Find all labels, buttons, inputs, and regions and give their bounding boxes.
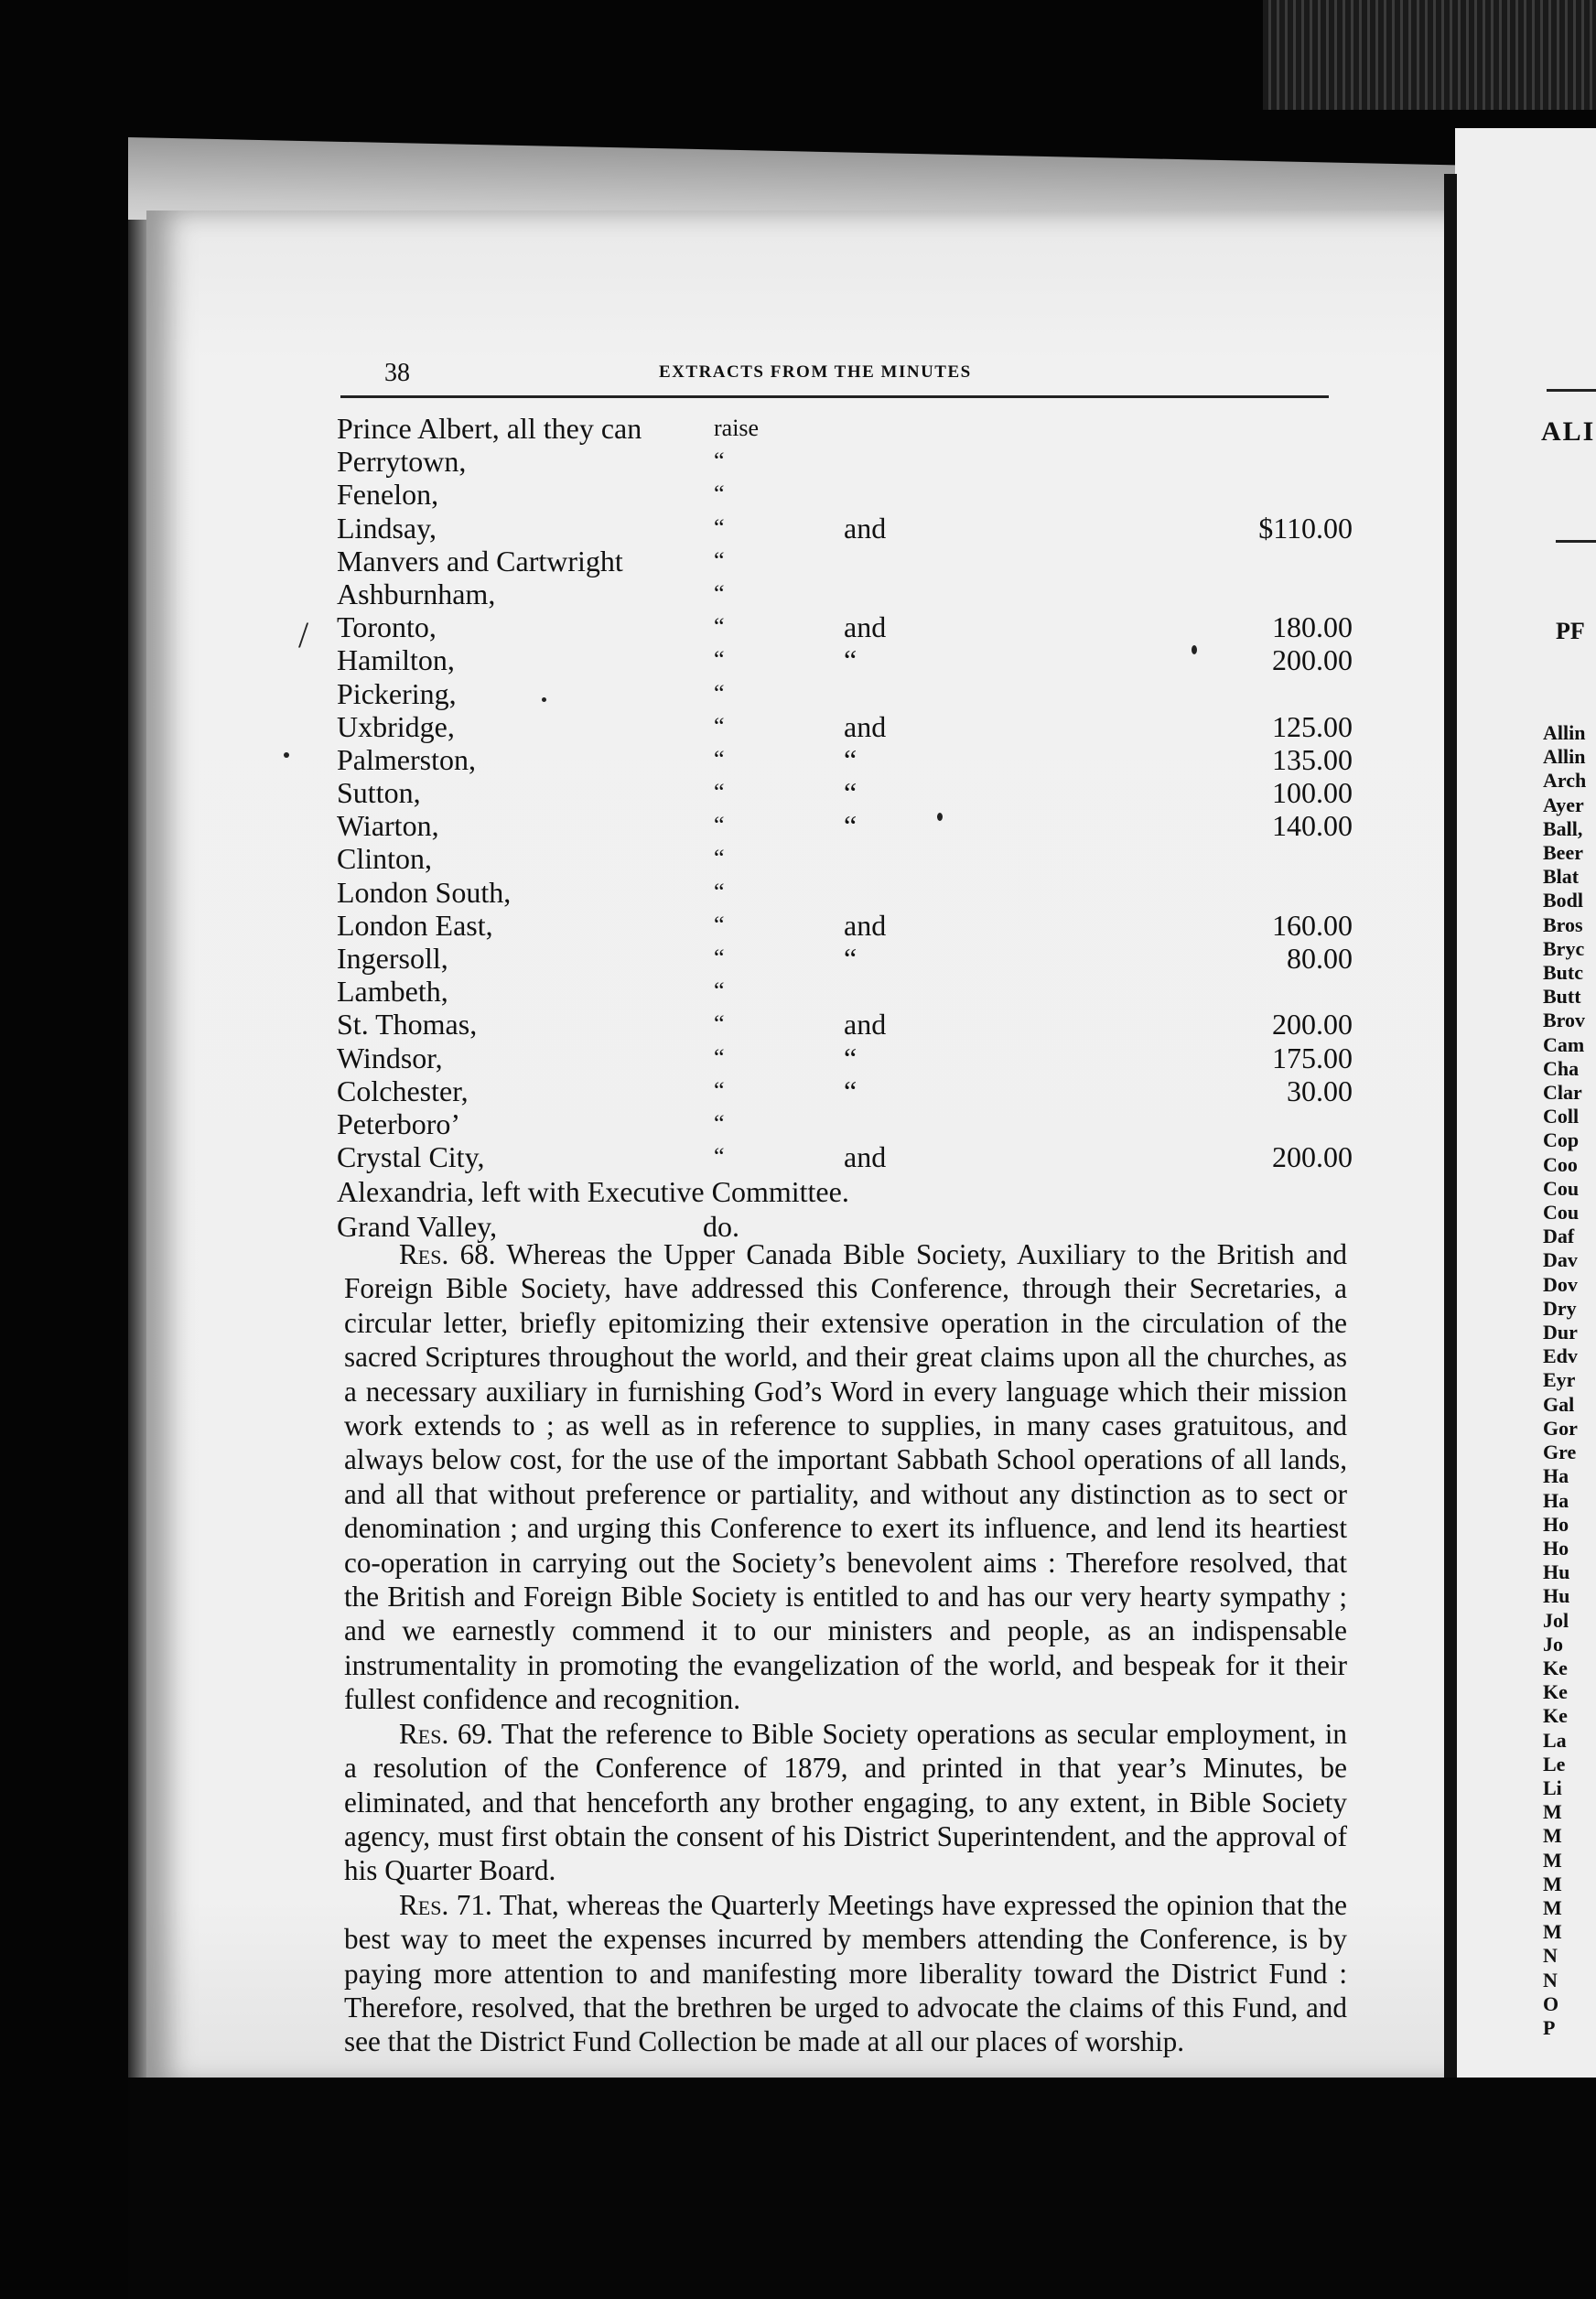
resolution-body: Whereas the Upper Canada Bible Society, Auxiliary to the British and Foreign Bible Society, have addressed this Conference, through their Secretaries, a circular letter, briefly epitomizing their extensive operation in the circulation of the sacred Scriptures throughout the world, and their great claims upon all the churches, as a necessary auxiliary in furnishing God’s Word in every language which their mission work extends to ; as well as in reference to supplies, in many cases gratuitous, and always below cost, for the use of the important Sabbath School operations of all lands, and all that without preference or partiality, and without any distinction as to sect or denomination ; and urging this Conference to exert its influence, and lend its heartiest co-operation in carrying out the Society’s benevolent aims : Therefore resolved, that the British and Foreign Bible Society is entitled to and has our very hearty sympathy ; and we earnestly commend it to our ministers and people, as an indispensable instrumentality in promoting the evangelization of the world, and bespeak for it their fullest confidence and recognition.	[344, 1238, 1347, 1716]
conjunction: “	[844, 643, 857, 677]
circuit-row	[337, 876, 1353, 909]
facing-name: Ke	[1543, 1680, 1568, 1704]
resolution-label: Res. 69.	[399, 1717, 493, 1750]
facing-name: Arch	[1543, 769, 1587, 793]
circuit-row	[337, 1074, 1353, 1107]
circuit-name: Prince Albert, all they can	[337, 412, 642, 445]
amount: 125.00	[1272, 709, 1353, 743]
facing-name: Bros	[1543, 912, 1583, 936]
resolution-69	[344, 1717, 1347, 1888]
facing-name: Ke	[1543, 1656, 1568, 1679]
facing-name: Ha	[1543, 1464, 1569, 1488]
conjunction: and	[844, 709, 887, 743]
ditto-mark: “	[714, 613, 725, 641]
conjunction: and	[844, 1008, 887, 1042]
facing-heading-text: ALI	[1541, 416, 1596, 447]
facing-name: La	[1543, 1728, 1567, 1752]
ditto-mark: “	[714, 448, 725, 475]
facing-name: Bryc	[1543, 936, 1585, 960]
facing-name: M	[1543, 1824, 1562, 1848]
circuit-row	[337, 1107, 1353, 1140]
circuit-row	[337, 842, 1353, 875]
alexandria-note	[337, 1175, 1353, 1209]
facing-name: Allin	[1543, 745, 1586, 769]
facing-name: Hu	[1543, 1560, 1570, 1584]
circuit-row	[337, 677, 1353, 710]
facing-name: Daf	[1543, 1225, 1575, 1248]
facing-name: Brov	[1543, 1009, 1586, 1032]
conjunction: “	[844, 942, 857, 975]
amount: 200.00	[1272, 643, 1353, 677]
facing-name: Li	[1543, 1776, 1562, 1799]
facing-name: Hu	[1543, 1584, 1570, 1608]
facing-name: M	[1543, 1895, 1562, 1919]
conjunction: “	[844, 742, 857, 776]
facing-name: Jol	[1543, 1608, 1569, 1632]
circuit-name: Hamilton,	[337, 643, 455, 677]
circuit-row	[337, 478, 1353, 511]
ditto-mark: “	[714, 944, 725, 971]
conjunction: “	[844, 1074, 857, 1107]
facing-name: Cou	[1543, 1176, 1580, 1200]
circuit-name: London East,	[337, 908, 493, 942]
grand-valley-ditto: do.	[703, 1210, 739, 1243]
ditto-mark: “	[714, 845, 725, 872]
circuit-name: Pickering,	[337, 676, 457, 710]
circuit-name: Lambeth,	[337, 975, 448, 1009]
ditto-mark: “	[714, 513, 725, 541]
circuit-row	[337, 445, 1353, 478]
circuit-name: Sutton,	[337, 776, 421, 810]
facing-name: Butc	[1543, 961, 1583, 985]
facing-name: Clar	[1543, 1081, 1582, 1105]
circuit-name: Palmerston,	[337, 742, 476, 776]
amount: $110.00	[1258, 511, 1353, 545]
circuit-name: Peterboro’	[337, 1106, 461, 1140]
facing-name: Coll	[1543, 1105, 1580, 1128]
conjunction: “	[844, 1041, 857, 1074]
facing-name: Allin	[1543, 721, 1586, 744]
resolution-body: That the reference to Bible Society operations as secular employment, in a resolution of the Conference of 1879, and printed in that year’s Minutes, be eliminated, and that henceforth any brother engaging, to any extent, in Bible Society agency, must first obtain the consent of his District Superintendent, and the approval of his Quarter Board.	[344, 1717, 1347, 1887]
grand-valley-name: Grand Valley,	[337, 1210, 498, 1243]
resolutions-text	[344, 1237, 1347, 2059]
facing-name: Gor	[1543, 1416, 1578, 1440]
facing-name: Cam	[1543, 1032, 1585, 1056]
circuit-name: Ashburnham,	[337, 577, 496, 610]
conjunction: “	[844, 776, 857, 810]
ink-speck	[284, 752, 289, 758]
facing-name: Beer	[1543, 841, 1583, 865]
facing-name: Blat	[1543, 865, 1580, 889]
facing-name: P	[1543, 2015, 1556, 2039]
facing-name: Dov	[1543, 1272, 1578, 1296]
circuit-row	[337, 643, 1353, 676]
amount: 100.00	[1272, 776, 1353, 810]
circuit-name: Windsor,	[337, 1041, 443, 1074]
background-edge	[1263, 0, 1596, 110]
resolution-label: Res. 68.	[399, 1238, 496, 1270]
bottom-shadow	[128, 2078, 1596, 2299]
conjunction: “	[844, 809, 857, 843]
facing-header-rule	[1547, 389, 1596, 392]
facing-name: O	[1543, 1991, 1559, 2015]
amount: 175.00	[1272, 1041, 1353, 1074]
circuit-row	[337, 1008, 1353, 1041]
circuit-name: Manvers and Cartwright	[337, 544, 623, 577]
conjunction: and	[844, 1140, 887, 1174]
circuit-name: Colchester,	[337, 1074, 469, 1107]
ditto-mark: raise	[714, 415, 760, 441]
amount: 140.00	[1272, 809, 1353, 843]
ditto-mark: “	[714, 712, 725, 739]
circuit-name: Ingersoll,	[337, 942, 448, 975]
ditto-mark: “	[714, 579, 725, 607]
ditto-mark: “	[714, 977, 725, 1005]
facing-name: Cha	[1543, 1056, 1580, 1080]
header-rule	[340, 395, 1329, 398]
resolution-71	[344, 1888, 1347, 2059]
running-title: EXTRACTS FROM THE MINUTES	[659, 362, 972, 382]
facing-name: Dry	[1543, 1296, 1577, 1320]
amount: 200.00	[1272, 1008, 1353, 1042]
facing-name: Jo	[1543, 1632, 1563, 1656]
amount: 200.00	[1272, 1140, 1353, 1174]
facing-name: Ha	[1543, 1488, 1569, 1512]
ditto-mark: “	[714, 1043, 725, 1071]
margin-mark: /	[298, 614, 309, 655]
facing-name: Le	[1543, 1752, 1566, 1776]
facing-name: Coo	[1543, 1152, 1578, 1176]
alexandria-text: Alexandria, left with Executive Committee.	[337, 1175, 849, 1208]
conjunction: and	[844, 511, 887, 545]
circuit-row	[337, 512, 1353, 545]
circuit-row	[337, 545, 1353, 577]
ditto-mark: “	[714, 911, 725, 938]
circuit-name: Crystal City,	[337, 1140, 485, 1174]
facing-name: N	[1543, 1968, 1558, 1991]
facing-name: N	[1543, 1944, 1558, 1968]
amount: 80.00	[1287, 942, 1353, 975]
circuit-row	[337, 710, 1353, 743]
facing-name: Ayer	[1543, 793, 1584, 816]
facing-name: Ho	[1543, 1536, 1569, 1560]
conjunction: and	[844, 610, 887, 644]
resolution-body: That, whereas the Quarterly Meetings have expressed the opinion that the best way to meet the expenses incurred by members attending the Conference, is by paying more attention to and manifesting more liberality toward the District Fund : Therefore, resolved, that the brethren be urged to advocate the claims of this Fund, and see that the District Fund Collection be made at all our places of worship.	[344, 1888, 1348, 2058]
circuit-row	[337, 776, 1353, 809]
facing-heading	[1541, 416, 1595, 448]
amount: 180.00	[1272, 610, 1353, 644]
circuit-name: Uxbridge,	[337, 709, 455, 743]
facing-subheading: PF	[1556, 618, 1585, 644]
facing-name: Cop	[1543, 1128, 1580, 1152]
ditto-mark: “	[714, 646, 725, 674]
resolution-68	[344, 1237, 1347, 1717]
ditto-mark: “	[714, 480, 725, 508]
ditto-mark: “	[714, 1109, 725, 1137]
ditto-mark: “	[714, 679, 725, 707]
resolution-label: Res. 71.	[399, 1888, 492, 1921]
ditto-mark: “	[714, 1010, 725, 1038]
circuit-row	[337, 1140, 1353, 1173]
ditto-mark: “	[714, 745, 725, 772]
circuit-name: Lindsay,	[337, 511, 437, 545]
circuit-row	[337, 909, 1353, 942]
facing-name: M	[1543, 1800, 1562, 1824]
circuit-name: London South,	[337, 875, 512, 909]
conjunction: and	[844, 908, 887, 942]
circuit-name: Wiarton,	[337, 809, 439, 843]
facing-name: Bodl	[1543, 889, 1584, 912]
facing-name: Gal	[1543, 1392, 1575, 1416]
ditto-mark: “	[714, 546, 725, 574]
facing-name: Cou	[1543, 1201, 1580, 1225]
facing-name: Ball,	[1543, 816, 1583, 840]
circuit-name: St. Thomas,	[337, 1008, 478, 1042]
facing-name: Dav	[1543, 1248, 1578, 1272]
circuit-name: Fenelon,	[337, 478, 439, 512]
circuit-name: Perrytown,	[337, 445, 467, 479]
circuit-row	[337, 577, 1353, 610]
circuit-row	[337, 975, 1353, 1008]
book-gutter	[1444, 174, 1457, 2087]
facing-name: M	[1543, 1872, 1562, 1895]
circuit-list	[337, 412, 1353, 1173]
amount: 160.00	[1272, 908, 1353, 942]
facing-name: M	[1543, 1848, 1562, 1872]
ditto-mark: “	[714, 779, 725, 806]
ditto-mark: “	[714, 1143, 725, 1171]
facing-name: M	[1543, 1920, 1562, 1944]
amount: 135.00	[1272, 742, 1353, 776]
facing-name: Ke	[1543, 1704, 1568, 1728]
circuit-name: Toronto,	[337, 610, 437, 644]
circuit-row	[337, 809, 1353, 842]
circuit-row	[337, 610, 1353, 643]
circuit-row	[337, 743, 1353, 776]
page-number: 38	[384, 359, 410, 387]
facing-name: Edv	[1543, 1344, 1578, 1368]
facing-name-list	[1543, 721, 1596, 2040]
circuit-row	[337, 1042, 1353, 1074]
facing-name: Gre	[1543, 1441, 1577, 1464]
ditto-mark: “	[714, 812, 725, 839]
circuit-name: Clinton,	[337, 842, 433, 876]
circuit-row	[337, 412, 1353, 445]
circuit-row	[337, 942, 1353, 975]
facing-name: Eyr	[1543, 1368, 1576, 1392]
ditto-mark: “	[714, 878, 725, 905]
facing-name: Butt	[1543, 985, 1581, 1009]
ditto-mark: “	[714, 1076, 725, 1104]
amount: 30.00	[1287, 1074, 1353, 1107]
facing-dash	[1556, 540, 1596, 543]
facing-name: Ho	[1543, 1512, 1569, 1536]
facing-name: Dur	[1543, 1321, 1578, 1344]
